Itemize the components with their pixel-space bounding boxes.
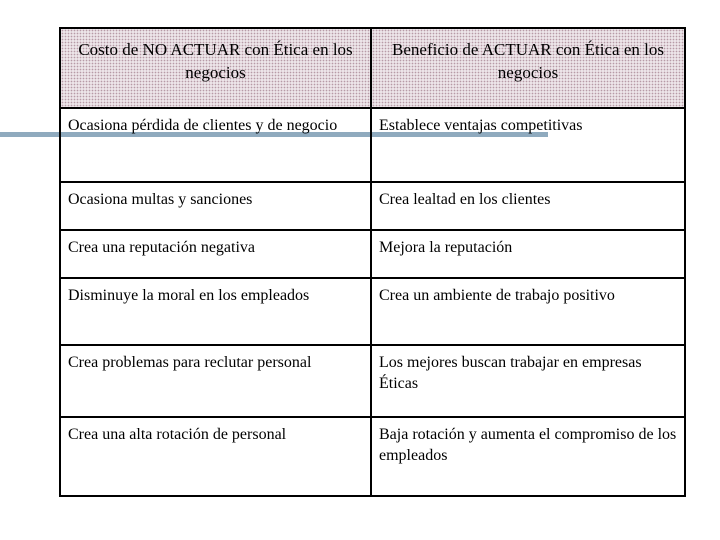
cell-text: Crea lealtad en los clientes — [379, 191, 551, 208]
table-cell-cost — [61, 279, 372, 346]
header-cost-not-acting: Costo de NO ACTUAR con Ética en los negocios — [61, 29, 372, 109]
cell-text: Crea un ambiente de trabajo positivo — [379, 287, 615, 304]
table-cell-benefit — [372, 418, 684, 495]
table-cell-cost — [61, 346, 372, 418]
table-cell-benefit — [372, 109, 684, 183]
table-cell-benefit — [372, 279, 684, 346]
table-cell-cost — [61, 418, 372, 495]
cell-text: Los mejores buscan trabajar en empresas Éticas — [379, 354, 642, 392]
table-cell-benefit — [372, 183, 684, 231]
cell-text: Mejora la reputación — [379, 239, 513, 256]
header-benefit-acting: Beneficio de ACTUAR con Ética en los negocios — [372, 29, 684, 109]
cell-text: Crea problemas para reclutar personal — [68, 354, 312, 371]
table-cell-benefit — [372, 231, 684, 279]
cell-text: Disminuye la moral en los empleados — [68, 287, 310, 304]
table-cell-cost — [61, 231, 372, 279]
cell-text: Ocasiona multas y sanciones — [68, 191, 253, 208]
cell-text: Ocasiona pérdida de clientes y de negocio — [68, 117, 338, 134]
cell-text: Crea una reputación negativa — [68, 239, 256, 256]
cell-text: Establece ventajas competitivas — [379, 117, 583, 134]
comparison-table — [59, 27, 686, 497]
cell-text: Baja rotación y aumenta el compromiso de los empleados — [379, 426, 677, 464]
table-cell-benefit — [372, 346, 684, 418]
cell-text: Crea una alta rotación de personal — [68, 426, 287, 443]
table-cell-cost — [61, 109, 372, 183]
table-cell-cost — [61, 183, 372, 231]
